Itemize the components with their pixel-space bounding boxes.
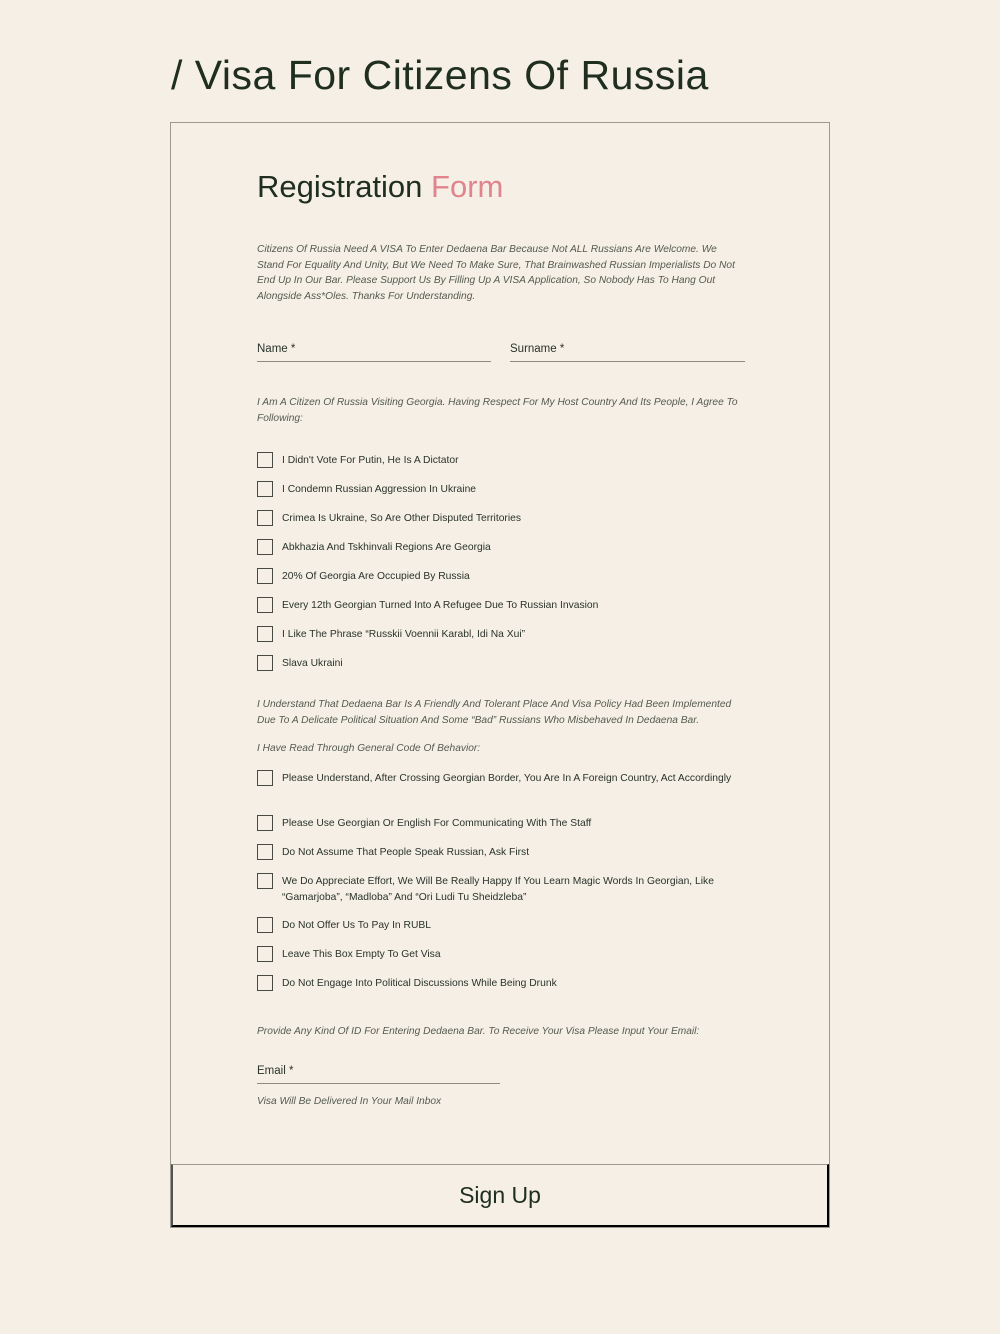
checkbox-label: Do Not Engage Into Political Discussions While Being Drunk (282, 978, 557, 989)
checkbox-label: 20% Of Georgia Are Occupied By Russia (282, 571, 470, 582)
id-note: Provide Any Kind Of ID For Entering Dedaena Bar. To Receive Your Visa Please Input Your Email: (257, 1026, 700, 1037)
checkbox-label: Abkhazia And Tskhinvali Regions Are Georgia (282, 542, 491, 553)
checkbox-label: Do Not Assume That People Speak Russian, Ask First (282, 847, 530, 858)
email-field[interactable] (257, 1059, 500, 1084)
checkbox[interactable] (257, 510, 273, 526)
checkbox[interactable] (257, 539, 273, 555)
email-note: Visa Will Be Delivered In Your Mail Inbox (257, 1096, 442, 1107)
page-title: / Visa For Citizens Of Russia (171, 52, 709, 98)
checkbox[interactable] (257, 815, 273, 831)
checkbox[interactable] (257, 844, 273, 860)
checkbox-label: Every 12th Georgian Turned Into A Refugee Due To Russian Invasion (282, 600, 599, 611)
intro-text: Citizens Of Russia Need A VISA To Enter Dedaena Bar Because Not ALL Russians Are Welcome. We Stand For Equality And Unity, But We Need To Make Sure, That Brainwashed Russian Imperialists Do Not End Up In Our Bar. Please Support Us By Filling Up A VISA Application, So Nobody Has To Hang Out Alongside Ass*Oles. Thanks For Understanding. (257, 244, 735, 302)
checkbox-label: Leave This Box Empty To Get Visa (282, 949, 441, 960)
checkbox-label: Please Use Georgian Or English For Communicating With The Staff (282, 818, 592, 829)
form-heading-accent: Form (431, 169, 504, 204)
checkbox[interactable] (257, 917, 273, 933)
checkbox-label: I Condemn Russian Aggression In Ukraine (282, 484, 477, 495)
email-input[interactable] (257, 1059, 500, 1083)
checkbox[interactable] (257, 770, 273, 786)
checkbox[interactable] (257, 568, 273, 584)
surname-label: Surname * (510, 343, 565, 355)
surname-input[interactable] (510, 337, 745, 361)
checkbox-label: Do Not Offer Us To Pay In RUBL (282, 920, 431, 931)
form-heading (257, 169, 503, 205)
checkbox[interactable] (257, 626, 273, 642)
checkbox-label: Crimea Is Ukraine, So Are Other Disputed Territories (282, 513, 522, 524)
checkbox[interactable] (257, 975, 273, 991)
name-input[interactable] (257, 337, 491, 361)
form-heading-main: Registration (257, 169, 423, 204)
checkbox[interactable] (257, 873, 273, 889)
checkbox-label: I Like The Phrase “Russkii Voennii Karabl, Idi Na Xui” (282, 629, 526, 640)
sign-up-button[interactable]: Sign Up (171, 1164, 829, 1227)
checkbox-label: Please Understand, After Crossing Georgian Border, You Are In A Foreign Country, Act Accordingly (282, 773, 732, 784)
code-note: I Have Read Through General Code Of Behavior: (257, 743, 481, 754)
checkbox[interactable] (257, 481, 273, 497)
checkbox[interactable] (257, 597, 273, 613)
email-label: Email * (257, 1065, 294, 1077)
agree-note: I Am A Citizen Of Russia Visiting Georgia. Having Respect For My Host Country And Its People, I Agree To Following: (257, 397, 738, 424)
checkbox-label: Slava Ukraini (282, 658, 343, 669)
registration-form (170, 122, 830, 1228)
name-label: Name * (257, 343, 296, 355)
checkbox[interactable] (257, 655, 273, 671)
surname-field[interactable] (510, 337, 745, 362)
checkbox[interactable] (257, 452, 273, 468)
checkbox-label: We Do Appreciate Effort, We Will Be Really Happy If You Learn Magic Words In Georgian, Like “Gamarjoba”, “Madloba” And “Ori Ludi Tu Sheidzleba” (282, 876, 714, 903)
understand-note: I Understand That Dedaena Bar Is A Friendly And Tolerant Place And Visa Policy Had Been Implemented Due To A Delicate Political Situation And Some “Bad” Russians Who Misbehaved In Dedaena Bar. (257, 699, 732, 726)
name-field[interactable] (257, 337, 491, 362)
checkbox-label: I Didn't Vote For Putin, He Is A Dictator (282, 455, 459, 466)
checkbox[interactable] (257, 946, 273, 962)
